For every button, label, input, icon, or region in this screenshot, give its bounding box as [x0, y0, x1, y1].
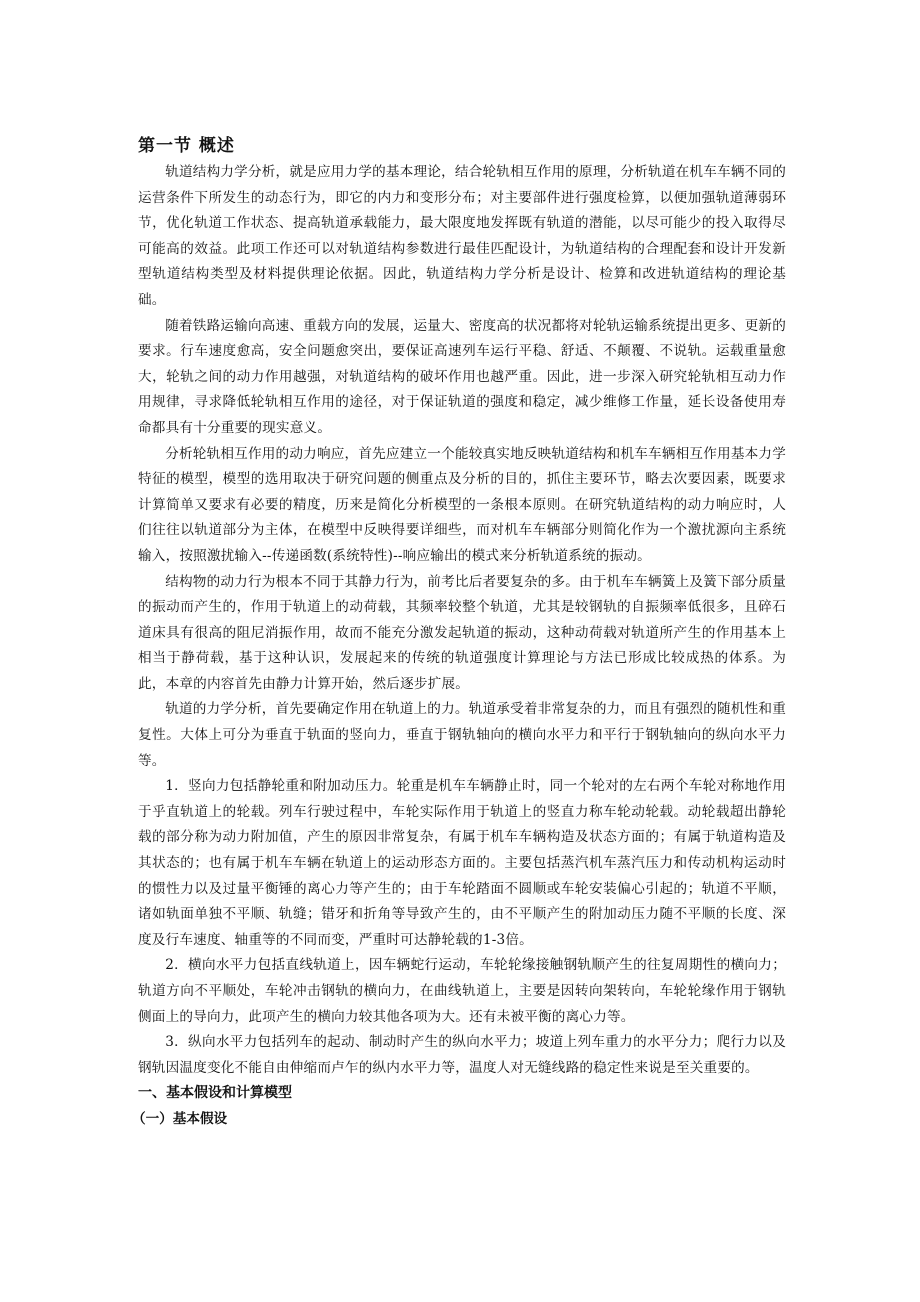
paragraph-longitudinal-force: 3．纵向水平力包括列车的起动、制动时产生的纵向水平力；坡道上列车重力的水平分力；爬行力以及钢轨因温度变化不能自由伸缩而卢乍的纵内水平力等，温度人对无缝线路的稳定性来说是至关重要的。	[138, 1034, 786, 1076]
section-title: 第一节 概述	[138, 136, 235, 156]
document-page	[132, 132, 786, 1133]
paragraph-intro: 轨道结构力学分析，就是应用力学的基本理论，结合轮轨相互作用的原理，分析轨道在机车车辆不同的运营条件下所发生的动态行为，即它的内力和变形分布；对主要部件进行强度检算，以便加强轨道薄弱环节，优化轨道工作状态、提高轨道承载能力，最大限度地发挥既有轨道的潜能，以尽可能少的投入取得尽可能高的效益。此项工作还可以对轨道结构参数进行最佳匹配设计，为轨道结构的合理配套和设计开发新型轨道结构类型及材料提供理论依据。因此，轨道结构力学分析是设计、检算和改进轨道结构的理论基础。	[138, 164, 786, 308]
paragraph-lateral-force: 2．横向水平力包括直线轨道上，因车辆蛇行运动，车轮轮缘接触钢轨顺产生的往复周期性的横向力；轨道方向不平顺处，车轮冲击钢轨的横向力，在曲线轨道上，主要是因转向架转向，车轮轮缘作用于钢轨侧面上的导向力，此项产生的横向力较其他各项为大。还有未被平衡的离心力等。	[138, 957, 786, 1025]
subheading-basic-assumptions: （一）基本假设	[132, 1110, 228, 1127]
paragraph-forces: 轨道的力学分析，首先要确定作用在轨道上的力。轨道承受着非常复杂的力，而且有强烈的随机性和重复性。大体上可分为垂直于轨面的竖向力，垂直于钢轨轴向的横向水平力和平行于钢轨轴向的纵向水平力等。	[138, 701, 786, 769]
paragraph-development: 随着铁路运输向高速、重载方向的发展，运量大、密度高的状况都将对轮轨运输系统提出更多、更新的要求。行车速度愈高，安全问题愈突出，要保证高速列车运行平稳、舒适、不颠覆、不说轨。运载重量愈大，轮轨之间的动力作用越强，对轨道结构的破坏作用也越严重。因此，进一步深入研究轮轨相互动力作用规律，寻求降低轮轨相互作用的途径，对于保证轨道的强度和稳定，减少维修工作量，延长设备使用寿命都具有十分重要的现实意义。	[138, 317, 786, 436]
heading-basic-assumptions-model: 一、基本假设和计算模型	[138, 1085, 292, 1102]
paragraph-vertical-force: 1．竖向力包括静轮重和附加动压力。轮重是机车车辆静止时，同一个轮对的左右两个车轮对称地作用于乎直轨道上的轮载。列车行驶过程中，车轮实际作用于轨道上的竖直力称车轮动轮载。动轮载超出静轮载的部分称为动力附加值，产生的原因非常复杂，有属于机车车辆构造及状态方面的；有属于轨道构造及其状态的；也有属于机车车辆在轨道上的运动形态方面的。主要包括蒸汽机车蒸汽压力和传动机构运动时的惯性力以及过量平衡锤的离心力等产生的；由于车轮踏面不圆顺或车轮安装偏心引起的；轨道不平顺，诸如轨面单独不平顺、轨缝；错牙和折角等导致产生的，由不平顺产生的附加动压力随不平顺的长度、深度及行车速度、轴重等的不同而变，严重时可达静轮载的1-3倍。	[138, 778, 786, 948]
paragraph-dynamic-response: 分析轮轨相互作用的动力响应，首先应建立一个能较真实地反映轨道结构和机车车辆相互作用基本力学特征的模型，模型的选用取决于研究问题的侧重点及分析的目的，抓住主要环节，略去次要因素，既要求计算简单又要求有必要的精度，历来是简化分析模型的一条根本原则。在研究轨道结构的动力响应时，人们往往以轨道部分为主体，在模型中反映得要详细些，而对机车车辆部分则简化作为一个激扰源向主系统输入，按照激扰输入--传递函数(系统特性)--响应输出的模式来分析轨道系统的振动。	[138, 445, 786, 564]
paragraph-static-behavior: 结构物的动力行为根本不同于其静力行为，前考比后者要复杂的多。由于机车车辆簧上及簧下部分质量的振动而产生的，作用于轨道上的动荷载，其频率较整个轨道，尤其是较钢轨的自振频率低很多，且碎石道床具有很高的阻尼消振作用，故而不能充分激发起轨道的振动，这种动荷载对轨道所产生的作用基本上相当于静荷载，基于这种认识，发展起来的传统的轨道强度计算理论与方法已形成比较成热的体系。为此，本章的内容首先由静力计算开始，然后逐步扩展。	[138, 573, 786, 692]
